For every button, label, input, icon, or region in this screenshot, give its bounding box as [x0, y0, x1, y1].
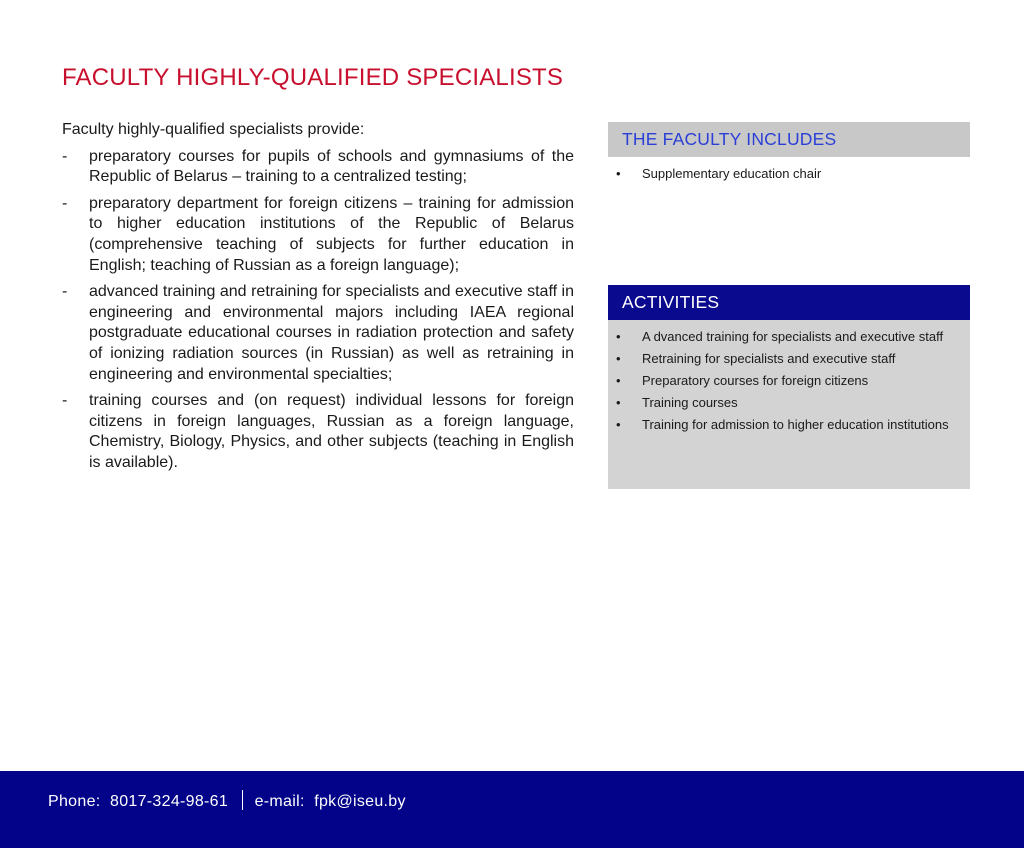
contact-line [48, 790, 406, 811]
list-item [608, 328, 962, 346]
list-item-text: Training courses [642, 395, 738, 410]
bullet-icon: • [616, 166, 621, 181]
email-label: e-mail: [254, 793, 305, 810]
list-item [608, 165, 962, 183]
bullet-icon: • [616, 373, 621, 388]
list-item-text: advanced training and retraining for specialists and executive staff in engineering and environmental majors including IAEA regional postgraduate educational courses in radiation protection and safety of ionizing radiation sources (in Russian) as well as retraining in engineering and environmental specialties; [89, 283, 574, 383]
list-item [62, 194, 574, 276]
list-item-text: Preparatory courses for foreign citizens [642, 373, 869, 388]
dash-marker: - [62, 147, 68, 165]
bullet-icon: • [616, 395, 621, 410]
list-item [608, 372, 962, 390]
bullet-icon: • [616, 329, 621, 344]
activities-list [608, 328, 962, 434]
activities-heading: ACTIVITIES [608, 285, 970, 320]
dash-marker: - [62, 194, 68, 212]
list-item-text: Supplementary education chair [642, 166, 822, 181]
list-item-text: Training for admission to higher education institutions [642, 417, 949, 432]
list-item-text: A dvanced training for specialists and executive staff [642, 329, 944, 344]
email-link[interactable]: fpk@iseu.by [314, 793, 406, 810]
includes-list [608, 165, 962, 183]
services-list [62, 147, 574, 474]
list-item [62, 282, 574, 385]
list-item-text: preparatory department for foreign citizens – training for admission to higher education institutions of the Republic of Belarus (comprehensive teaching of subjects for further education in English; teaching of Russian as a foreign language); [89, 194, 574, 274]
bullet-icon: • [616, 417, 621, 432]
list-item-text: Retraining for specialists and executive staff [642, 351, 896, 366]
dash-marker: - [62, 392, 68, 410]
list-item [62, 147, 574, 188]
includes-panel [608, 165, 970, 187]
activities-panel [608, 320, 970, 489]
list-item [608, 394, 962, 412]
list-item-text: training courses and (on request) individual lessons for foreign citizens in foreign languages, Russian as a foreign language, Chemistry, Biology, Physics, and other subjects (teaching in English is available). [89, 392, 574, 471]
phone-number[interactable]: 8017-324-98-61 [110, 793, 229, 810]
list-item [62, 391, 574, 473]
footer-bar [0, 771, 1024, 848]
includes-heading: THE FACULTY INCLUDES [608, 122, 970, 157]
main-text [62, 120, 574, 480]
list-item [608, 350, 962, 368]
phone-label: Phone: [48, 793, 101, 810]
bullet-icon: • [616, 351, 621, 366]
separator [242, 790, 243, 810]
intro-text: Faculty highly-qualified specialists provide: [62, 121, 365, 138]
page-title: FACULTY HIGHLY-QUALIFIED SPECIALISTS [62, 64, 564, 91]
dash-marker: - [62, 283, 68, 301]
list-item-text: preparatory courses for pupils of schools and gymnasiums of the Republic of Belarus – training to a centralized testing; [89, 147, 574, 186]
list-item [608, 416, 962, 434]
